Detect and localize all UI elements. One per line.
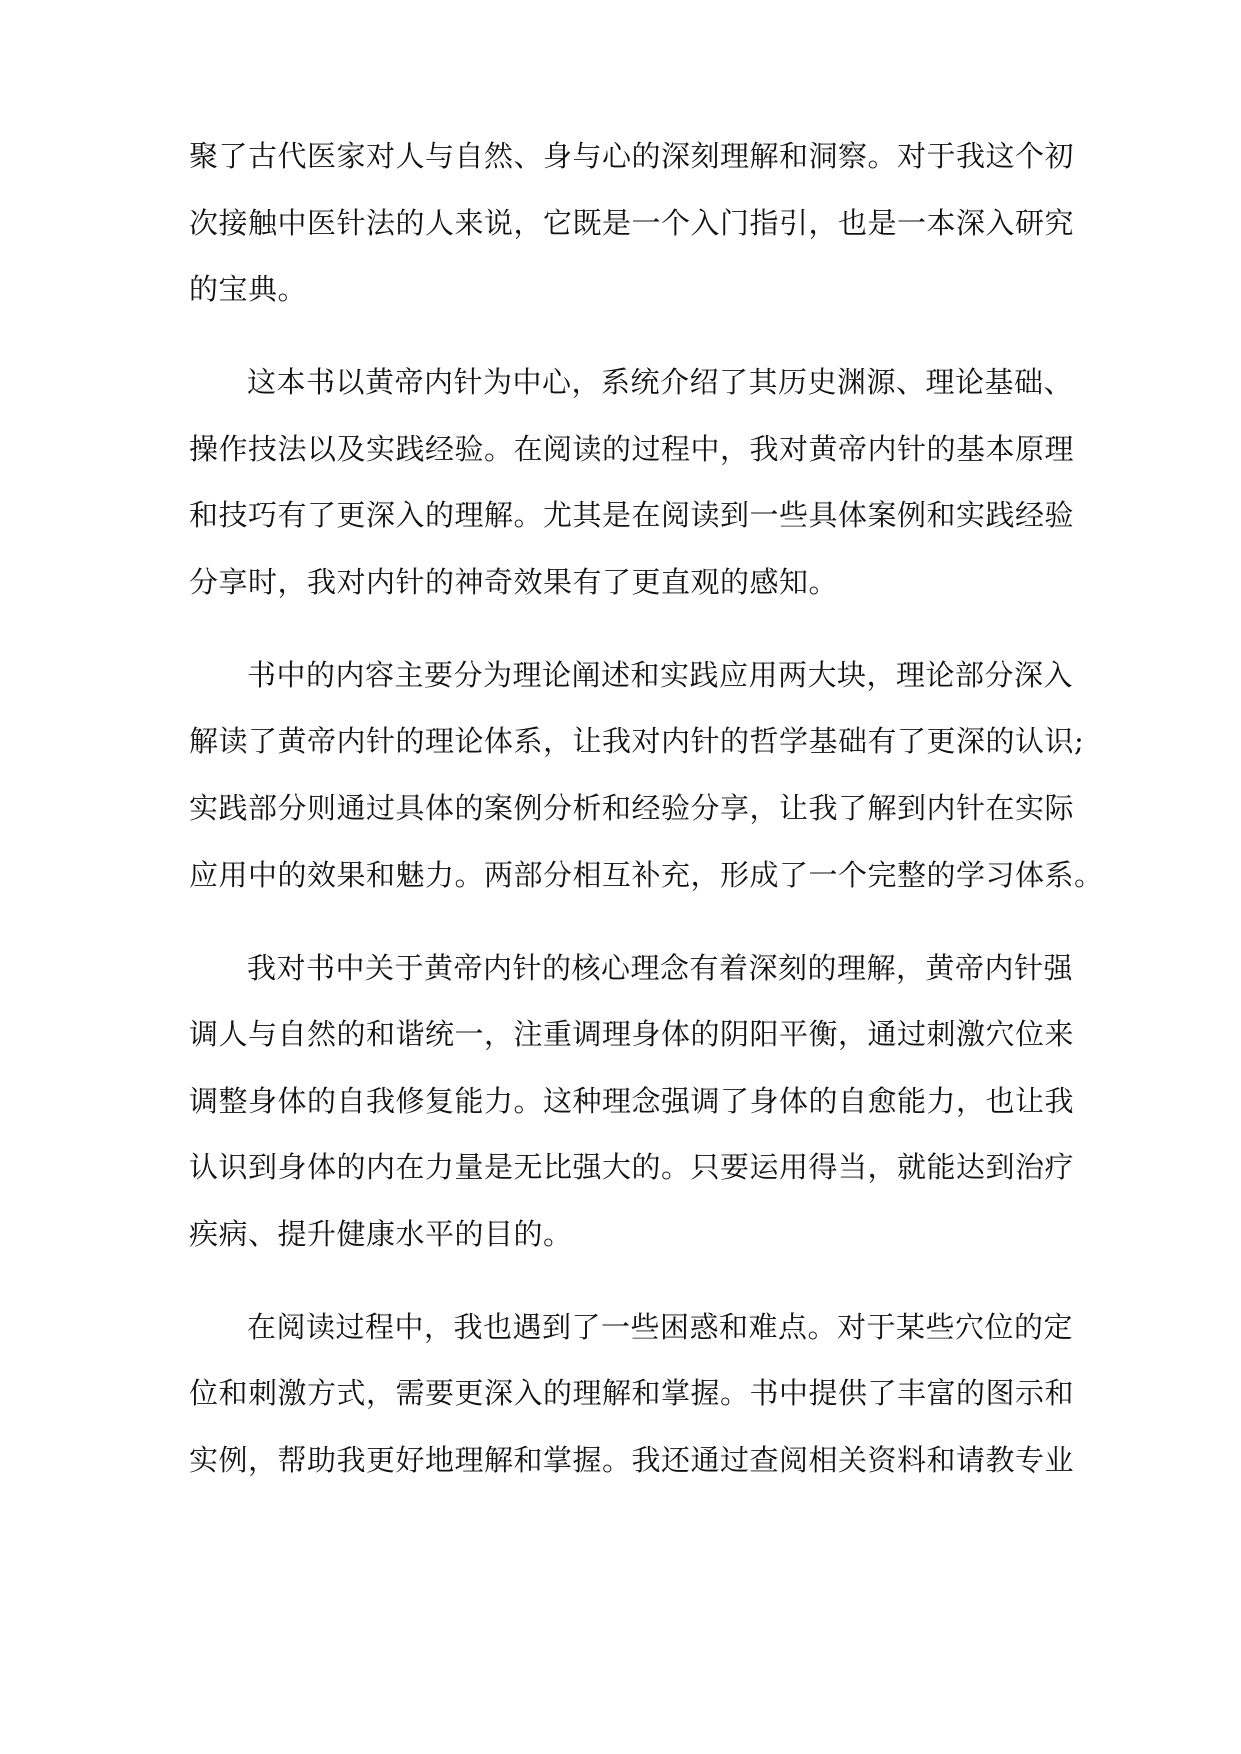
paragraph-first-line: 书中的内容主要分为理论阐述和实践应用两大块，理论部分深入 [247, 658, 1074, 692]
text-line: 分享时，我对内针的神奇效果有了更直观的感知。 [189, 565, 839, 599]
text-line: 认识到身体的内在力量是无比强大的。只要运用得当，就能达到治疗 [189, 1150, 1075, 1184]
text-line: 操作技法以及实践经验。在阅读的过程中，我对黄帝内针的基本原理 [189, 432, 1075, 466]
text-line: 和技巧有了更深入的理解。尤其是在阅读到一些具体案例和实践经验 [189, 498, 1075, 532]
paragraph-first-line: 我对书中关于黄帝内针的核心理念有着深刻的理解，黄帝内针强 [247, 951, 1074, 985]
text-line: 实践部分则通过具体的案例分析和经验分享，让我了解到内针在实际 [189, 791, 1075, 825]
text-line: 调整身体的自我修复能力。这种理念强调了身体的自愈能力，也让我 [189, 1084, 1075, 1118]
text-line: 调人与自然的和谐统一，注重调理身体的阴阳平衡，通过刺激穴位来 [189, 1017, 1075, 1051]
paragraph-first-line: 这本书以黄帝内针为中心，系统介绍了其历史渊源、理论基础、 [247, 365, 1074, 399]
text-line: 位和刺激方式，需要更深入的理解和掌握。书中提供了丰富的图示和 [189, 1376, 1075, 1410]
text-line: 解读了黄帝内针的理论体系，让我对内针的哲学基础有了更深的认识; [189, 724, 1085, 758]
text-line: 疾病、提升健康水平的目的。 [189, 1217, 573, 1251]
text-line: 次接触中医针法的人来说，它既是一个入门指引，也是一本深入研究 [189, 206, 1075, 240]
text-line: 应用中的效果和魅力。两部分相互补充，形成了一个完整的学习体系。 [189, 858, 1104, 892]
text-line: 实例，帮助我更好地理解和掌握。我还通过查阅相关资料和请教专业 [189, 1443, 1075, 1477]
paragraph-first-line: 在阅读过程中，我也遇到了一些困惑和难点。对于某些穴位的定 [247, 1310, 1074, 1344]
text-line: 的宝典。 [189, 272, 308, 306]
text-line: 聚了古代医家对人与自然、身与心的深刻理解和洞察。对于我这个初 [189, 139, 1075, 173]
